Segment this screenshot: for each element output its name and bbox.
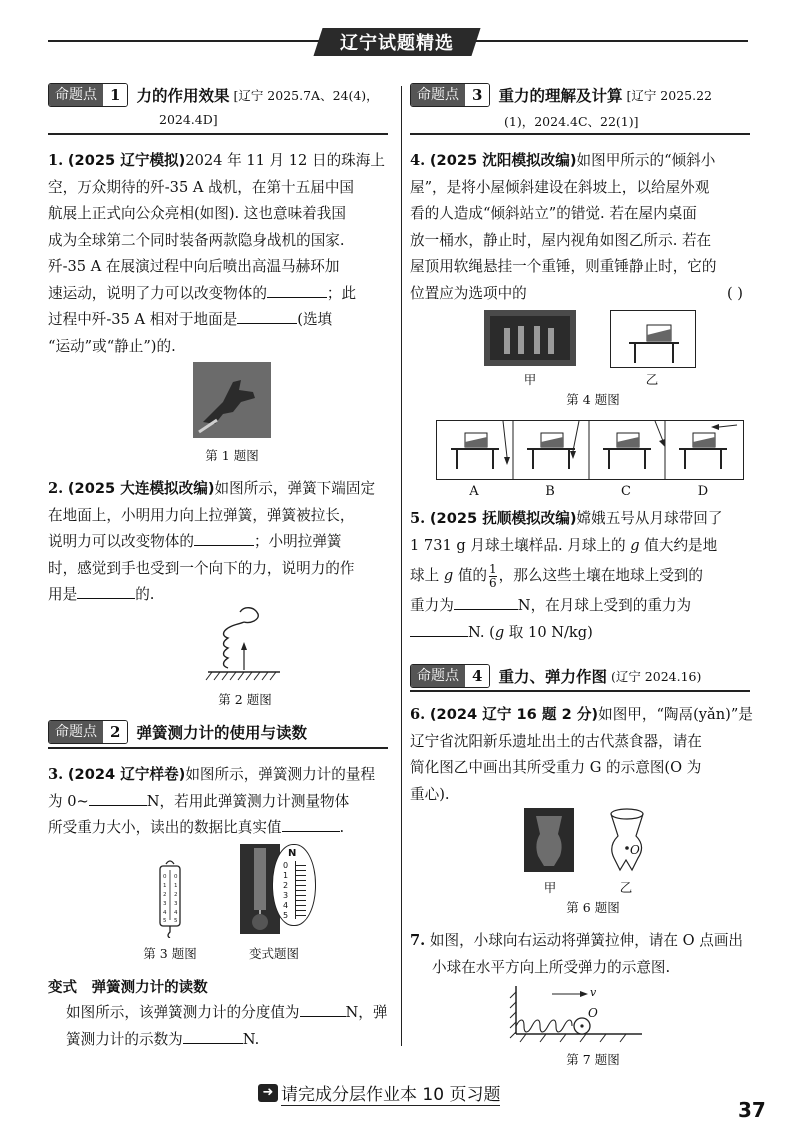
svg-text:5: 5 <box>174 918 178 924</box>
section-title: 重力、弹力作图 <box>498 668 607 686</box>
variant-question: 如图所示，该弹簧测力计的分度值为 N，弹 簧测力计的示数为 N. <box>66 1000 396 1053</box>
svg-text:1: 1 <box>163 883 167 889</box>
svg-text:2: 2 <box>163 892 167 898</box>
section-rule <box>48 747 388 749</box>
point-o-label: O <box>588 1006 598 1020</box>
house-photo-jia <box>484 310 576 366</box>
arrow-icon: ➜ <box>258 1084 278 1102</box>
question-1: 1. (2025 辽宁模拟)2024 年 11 月 12 日的珠海上 空，万众期待的歼-35 A 战机，在第十五届中国 航展上正式向公众亮相(如图). 这也意味着我国 成为全球第二个同时装备两款隐身战机的国家. 歼-35 A 在展演过程中向后喷出高温马赫环加 速运动，说明了力可以改变物体的 ；此 过程中歼-35 A 相对于地面是 (选填 “运动”或“静止”)的. <box>48 152 385 355</box>
variant-caption: 变式题图 <box>248 946 299 961</box>
figure-2-caption: 第 2 题图 <box>218 692 272 707</box>
svg-text:0: 0 <box>163 874 167 880</box>
spring-figure <box>200 606 290 688</box>
figure-7-caption: 第 7 题图 <box>566 1052 620 1067</box>
section-source: (辽宁 2024.16) <box>610 669 702 684</box>
question-7: 7. 如图，小球向右运动将弹簧拉伸，请在 O 点画出 小球在水平方向上所受弹力的示意图. <box>410 932 744 976</box>
svg-text:3: 3 <box>163 901 167 907</box>
question-6: 6. (2024 辽宁 16 题 2 分)如图甲，“陶鬲(yǎn)”是 辽宁省沈阳新乐遗址出土的古代蒸食器，请在 简化图乙中画出其所受重力 G 的示意图(O 为 重心). <box>410 706 753 803</box>
section-rule <box>410 690 750 692</box>
figure-4-caption: 第 4 题图 <box>566 392 620 407</box>
header-banner <box>313 28 480 56</box>
section-1-heading <box>48 83 379 107</box>
section-source: [辽宁 2025.22 <box>626 88 712 103</box>
column-divider <box>401 86 402 1046</box>
section-title: 重力的理解及计算 <box>498 87 623 105</box>
label-jia: 甲 <box>523 372 537 387</box>
section-tag: 命题点 1 <box>48 83 128 107</box>
section-tag: 命题点 4 <box>410 664 490 688</box>
svg-text:1: 1 <box>174 883 178 889</box>
section-3-heading <box>410 83 712 107</box>
option-b: B <box>545 484 555 499</box>
footer-note: ➜ 请完成分层作业本 10 页习题 <box>258 1080 500 1106</box>
option-d: D <box>697 484 709 499</box>
section-rule <box>48 133 388 135</box>
section-source-cont: 2024.4D] <box>159 112 218 127</box>
question-3: 3. (2024 辽宁样卷)如图所示，弹簧测力计的量程 为 0~ N，若用此弹簧测力计测量物体 所受重力大小，读出的数据比真实值 . <box>48 766 376 836</box>
pottery-diagram-yi <box>604 806 650 880</box>
section-title: 力的作用效果 <box>136 87 230 105</box>
option-a: A <box>469 484 479 499</box>
spring-scale-figure <box>152 858 188 942</box>
option-labels <box>436 484 742 499</box>
svg-text:5: 5 <box>163 918 167 924</box>
pottery-photo-jia <box>524 808 574 872</box>
svg-text:4: 4 <box>163 910 167 916</box>
scale-unit: N <box>288 848 297 859</box>
section-source-cont: (1)，2024.4C、22(1)] <box>504 114 639 129</box>
room-view-yi <box>610 310 696 368</box>
figure-6-caption: 第 6 题图 <box>566 900 620 915</box>
section-title: 弹簧测力计的使用与读数 <box>136 724 307 742</box>
question-4: 4. (2025 沈阳模拟改编)如图甲所示的“倾斜小 屋”，是将小屋倾斜建设在斜坡上，以给屋外观 看的人造成“倾斜站立”的错觉. 若在屋内桌面 放一桶水，静止时，屋内视角如图乙所示. 若在 屋顶用软绳悬挂一个重锤，则重锤静止时，它的 位置应为选项中的 ( ) <box>410 152 743 302</box>
option-c: C <box>621 484 631 499</box>
svg-text:3: 3 <box>174 901 178 907</box>
figure-1-caption: 第 1 题图 <box>205 448 259 463</box>
section-4-heading <box>410 664 701 688</box>
velocity-label: v <box>590 986 597 999</box>
variant-heading: 变式 弹簧测力计的读数 <box>48 980 208 996</box>
scale-ticks: 0 1 2 3 4 5 <box>283 861 289 920</box>
header-banner-text: 辽宁试题精选 <box>340 33 454 54</box>
label-jia: 甲 <box>543 880 557 895</box>
spring-ball-figure <box>506 982 646 1050</box>
section-2-heading <box>48 720 307 744</box>
svg-text:4: 4 <box>174 910 178 916</box>
label-yi: 乙 <box>645 372 659 387</box>
question-2: 2. (2025 大连模拟改编)如图所示，弹簧下端固定 在地面上，小明用力向上拉弹簧，弹簧被拉长， 说明力可以改变物体的 ；小明拉弹簧 时，感觉到手也受到一个向下的力，说明力的作 用是 的. <box>48 480 376 603</box>
page-number: 37 <box>738 1098 766 1122</box>
label-yi: 乙 <box>619 880 633 895</box>
variant-scale-zoom <box>272 844 316 926</box>
figure-3-caption: 第 3 题图 <box>143 946 197 961</box>
question-5: 5. (2025 抚顺模拟改编)嫦娥五号从月球带回了 1 731 g 月球土壤样品. 月球上的 g 值大约是地 球上 g 值的 $\frac{1}{6}$ ，那么这些土壤在地球上受到的 重力为 N，在月球上受到的重力为 N. (g 取 10 N/kg) <box>410 510 723 641</box>
svg-text:2: 2 <box>174 892 178 898</box>
section-rule <box>410 133 750 135</box>
options-strip <box>436 420 744 480</box>
center-point-label: O <box>630 843 640 857</box>
jet-photo <box>193 362 271 438</box>
svg-text:0: 0 <box>174 874 178 880</box>
section-source: [辽宁 2025.7A、24(4)， <box>233 88 379 103</box>
section-tag: 命题点 3 <box>410 83 490 107</box>
section-tag: 命题点 2 <box>48 720 128 744</box>
